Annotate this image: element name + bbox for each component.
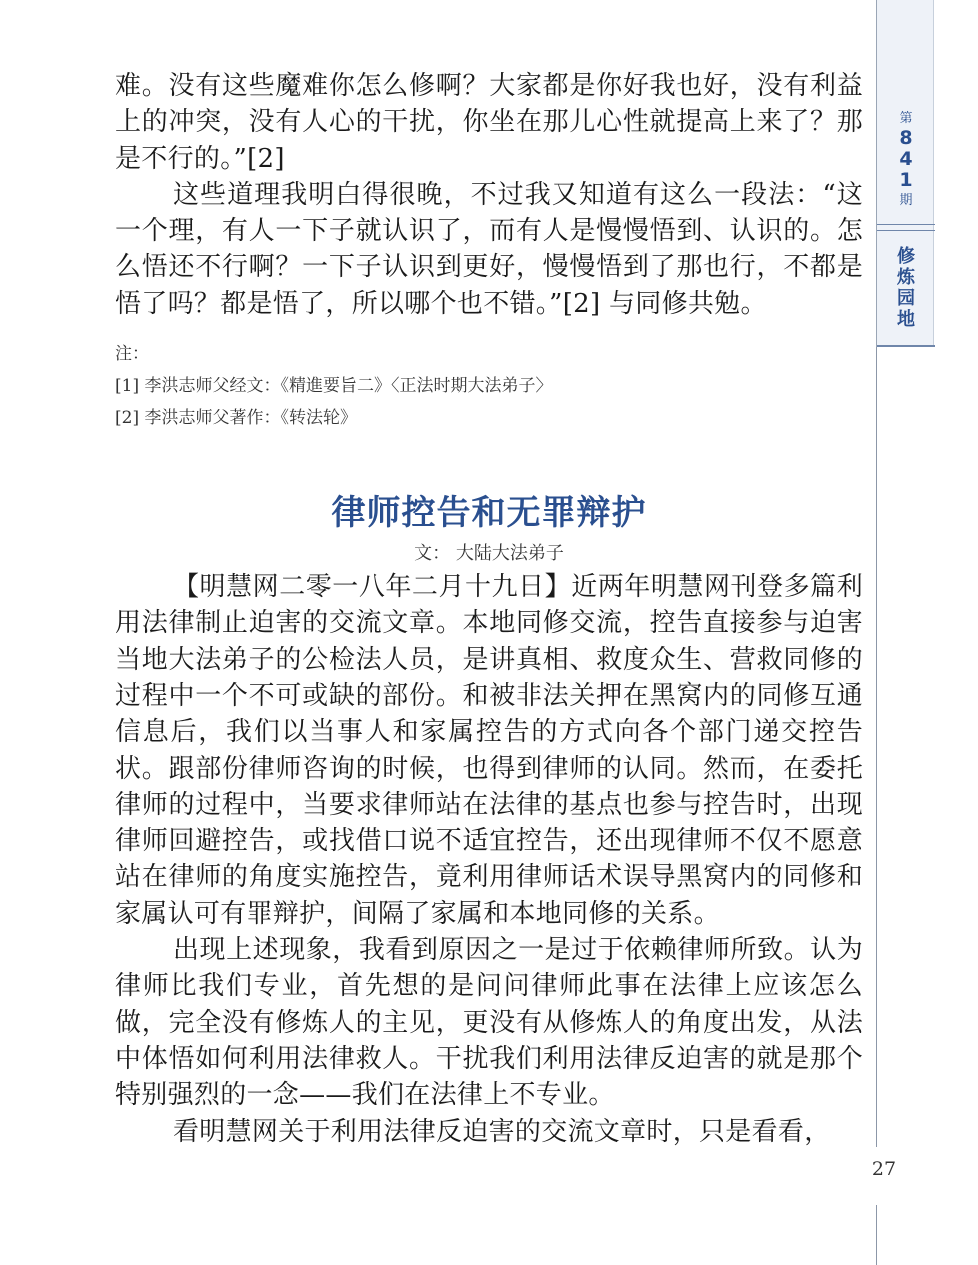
- page-number: 27: [871, 1158, 897, 1180]
- issue-number: [877, 108, 935, 211]
- sidebar-divider: [877, 230, 935, 231]
- article-byline: 文： 大陆大法弟子: [414, 543, 564, 565]
- section-char: 园: [897, 288, 915, 309]
- section-char: 炼: [897, 267, 915, 288]
- footnotes: [115, 338, 863, 434]
- body-paragraph: 这些道理我明白得很晚，不过我又知道有这么一段法：“这一个理，有人一下子就认识了，而有人是慢慢悟到、认识的。怎么悟还不行啊？一下子认识到更好，慢慢悟到了那也行，不都是悟了吗？都是悟了，所以哪个也不错。”[2] 与同修共勉。: [115, 179, 863, 319]
- page-body: [115, 68, 863, 1150]
- section-char: 修: [897, 246, 915, 267]
- body-paragraph: 难。没有这些魔难你怎么修啊？大家都是你好我也好，没有利益上的冲突，没有人心的干扰，你坐在那儿心性就提高上来了？那是不行的。”[2]: [115, 71, 863, 174]
- margin-rule: [876, 1205, 877, 1265]
- body-paragraph: 出现上述现象，我看到原因之一是过于依赖律师所致。认为律师比我们专业，首先想的是问问律师此事在法律上应该怎么做，完全没有修炼人的主见，更没有从修炼人的角度出发，从法中体悟如何利用法律救人。干扰我们利用法律反迫害的就是那个特别强烈的一念——我们在法律上不专业。: [115, 935, 863, 1111]
- body-paragraph: 看明慧网关于利用法律反迫害的交流文章时，只是看看，: [173, 1116, 831, 1147]
- sidebar-divider: [877, 224, 935, 225]
- margin-rule: [876, 347, 877, 1147]
- footnote: [1] 李洪志师父经文：《精進要旨二》〈正法时期大法弟子〉: [115, 376, 553, 397]
- section-char: 地: [897, 309, 915, 330]
- article-title: 律师控告和无罪辩护: [331, 493, 647, 534]
- sidebar-divider: [877, 345, 935, 347]
- issue-digit: 4: [899, 148, 913, 170]
- section-name: [877, 246, 935, 330]
- footnotes-label: 注：: [115, 344, 149, 365]
- footnote: [2] 李洪志师父著作：《转法轮》: [115, 408, 357, 429]
- issue-digit: 1: [899, 169, 913, 191]
- issue-prefix: 第: [899, 111, 913, 126]
- issue-sidebar: [876, 0, 934, 347]
- body-paragraph: 【明慧网二零一八年二月十九日】近两年明慧网刊登多篇利用法律制止迫害的交流文章。本地同修交流，控告直接参与迫害当地大法弟子的公检法人员，是讲真相、救度众生、营救同修的过程中一个不可或缺的部份。和被非法关押在黑窝内的同修互通信息后，我们以当事人和家属控告的方式向各个部门递交控告状。跟部份律师咨询的时候，也得到律师的认同。然而，在委托律师的过程中，当要求律师站在法律的基点也参与控告时，出现律师回避控告，或找借口说不适宜控告，还出现律师不仅不愿意站在律师的角度实施控告，竟利用律师话术误导黑窝内的同修和家属认可有罪辩护，间隔了家属和本地同修的关系。: [115, 572, 863, 929]
- issue-digit: 8: [899, 127, 913, 149]
- issue-suffix: 期: [899, 193, 913, 208]
